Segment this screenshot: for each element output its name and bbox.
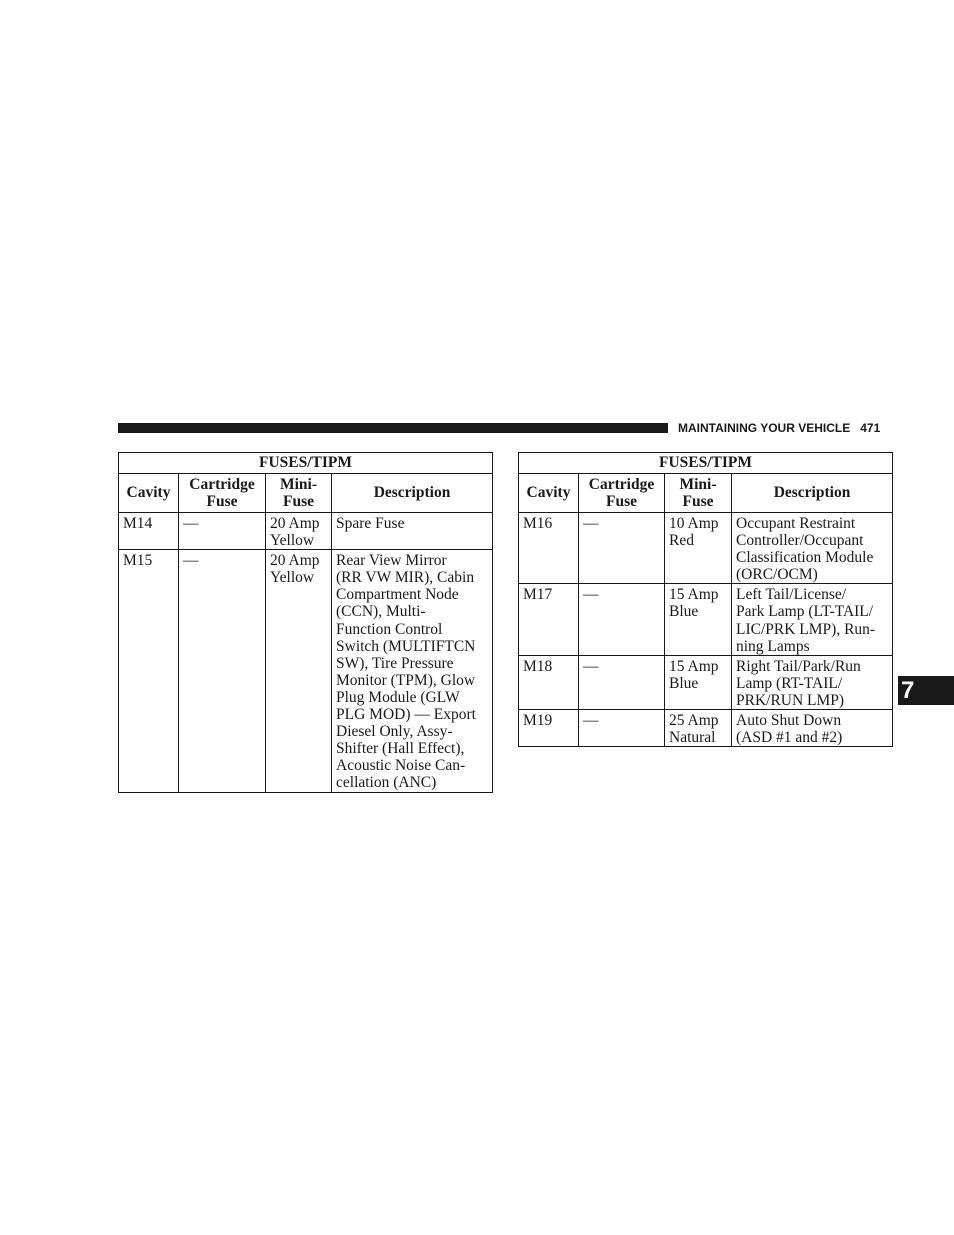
description-line: Classification Module <box>736 549 874 567</box>
description-line: Auto Shut Down <box>736 712 842 730</box>
description-line: Plug Module (GLW <box>336 688 460 706</box>
section-title: MAINTAINING YOUR VEHICLE <box>678 421 851 435</box>
mini-fuse-line: Blue <box>669 674 699 692</box>
header-mini-fuse <box>665 474 732 513</box>
description-cell <box>732 513 893 584</box>
description-line: cellation (ANC) <box>336 774 437 792</box>
page-number: 471 <box>860 421 881 435</box>
description-line: LIC/PRK LMP), Run- <box>736 620 876 638</box>
description-cell <box>332 550 493 792</box>
fuse-table-left <box>118 452 493 793</box>
description-line: Shifter (Hall Effect), <box>336 740 465 758</box>
mini-fuse-cell <box>665 584 732 655</box>
mini-fuse-line: Blue <box>669 603 699 621</box>
table-row <box>119 550 493 792</box>
table-title: FUSES/TIPM <box>519 453 893 474</box>
description-line: (ORC/OCM) <box>736 566 818 584</box>
table-row <box>519 710 893 747</box>
cartridge-cell: — <box>179 513 266 550</box>
description-cell <box>332 513 493 550</box>
mini-fuse-line: Natural <box>669 729 716 747</box>
cavity-cell: M14 <box>119 513 179 550</box>
cartridge-cell: — <box>579 513 665 584</box>
description-cell <box>732 710 893 747</box>
header-line: Cartridge <box>189 475 255 493</box>
cavity-cell: M17 <box>519 584 579 655</box>
header-line: Cavity <box>526 484 571 502</box>
description-line: Diesel Only, Assy- <box>336 723 453 741</box>
header-line: Fuse <box>606 493 637 510</box>
description-line: Park Lamp (LT-TAIL/ <box>736 603 874 621</box>
description-line: Right Tail/Park/Run <box>736 657 861 675</box>
table-row <box>519 513 893 584</box>
header-cartridge-fuse <box>579 474 665 513</box>
description-line: (CCN), Multi- <box>336 603 426 621</box>
description-line: Acoustic Noise Can- <box>336 757 466 775</box>
description-line: Rear View Mirror <box>336 552 447 570</box>
fuse-table-right <box>518 452 893 747</box>
table-row <box>519 584 893 655</box>
cavity-cell: M15 <box>119 550 179 792</box>
description-line: Function Control <box>336 620 443 638</box>
cartridge-cell: — <box>179 550 266 792</box>
mini-fuse-line: Red <box>669 532 694 550</box>
header-line: Fuse <box>682 493 714 510</box>
description-line: Lamp (RT-TAIL/ <box>736 674 843 692</box>
cavity-cell: M16 <box>519 513 579 584</box>
cartridge-cell: — <box>579 584 665 655</box>
table-row <box>119 513 493 550</box>
mini-fuse-line: 15 Amp <box>669 586 719 604</box>
description-cell <box>732 584 893 655</box>
cartridge-cell: — <box>579 655 665 709</box>
description-line: Switch (MULTIFTCN <box>336 637 476 655</box>
header-line: Fuse <box>206 493 238 510</box>
header-cavity <box>119 474 179 513</box>
header-line: Description <box>373 484 451 502</box>
description-line: Spare Fuse <box>336 515 405 532</box>
mini-fuse-cell <box>665 710 732 747</box>
description-line: Left Tail/License/ <box>736 586 847 604</box>
mini-fuse-line: Yellow <box>270 569 315 587</box>
header-cavity <box>519 474 579 513</box>
header-line: Mini- <box>679 475 717 493</box>
description-line: PRK/RUN LMP) <box>736 691 845 709</box>
mini-fuse-line: 20 Amp <box>270 552 320 570</box>
header-line: Fuse <box>283 493 314 510</box>
cavity-cell: M19 <box>519 710 579 747</box>
description-line: (RR VW MIR), Cabin <box>336 569 475 587</box>
description-line: Controller/Occupant <box>736 532 864 550</box>
description-line: SW), Tire Pressure <box>336 654 454 672</box>
description-line: Monitor (TPM), Glow <box>336 671 476 689</box>
mini-fuse-cell <box>665 655 732 709</box>
description-line: (ASD #1 and #2) <box>736 729 843 747</box>
header-description <box>332 474 493 513</box>
header-mini-fuse <box>266 474 332 513</box>
mini-fuse-line: 15 Amp <box>669 657 719 675</box>
mini-fuse-line: 25 Amp <box>669 712 719 730</box>
description-line: ning Lamps <box>736 637 810 655</box>
mini-fuse-cell <box>665 513 732 584</box>
mini-fuse-line: 20 Amp <box>270 515 320 532</box>
header-description <box>732 474 893 513</box>
mini-fuse-cell <box>266 513 332 550</box>
header-line: Cartridge <box>588 475 655 493</box>
header-line: Description <box>773 484 851 502</box>
mini-fuse-cell <box>266 550 332 792</box>
table-row <box>519 655 893 709</box>
cartridge-cell: — <box>579 710 665 747</box>
running-header <box>678 420 892 436</box>
mini-fuse-line: Yellow <box>270 532 315 550</box>
header-line: Mini- <box>279 475 318 493</box>
table-title: FUSES/TIPM <box>119 453 493 474</box>
description-cell <box>732 655 893 709</box>
description-line: PLG MOD) — Export <box>336 706 476 724</box>
chapter-tab: 7 <box>898 676 954 705</box>
header-cartridge-fuse <box>179 474 266 513</box>
description-line: Occupant Restraint <box>736 515 856 532</box>
mini-fuse-line: 10 Amp <box>669 515 719 532</box>
description-line: Compartment Node <box>336 586 459 604</box>
header-line: Cavity <box>126 484 171 502</box>
header-rule <box>118 423 668 433</box>
cavity-cell: M18 <box>519 655 579 709</box>
